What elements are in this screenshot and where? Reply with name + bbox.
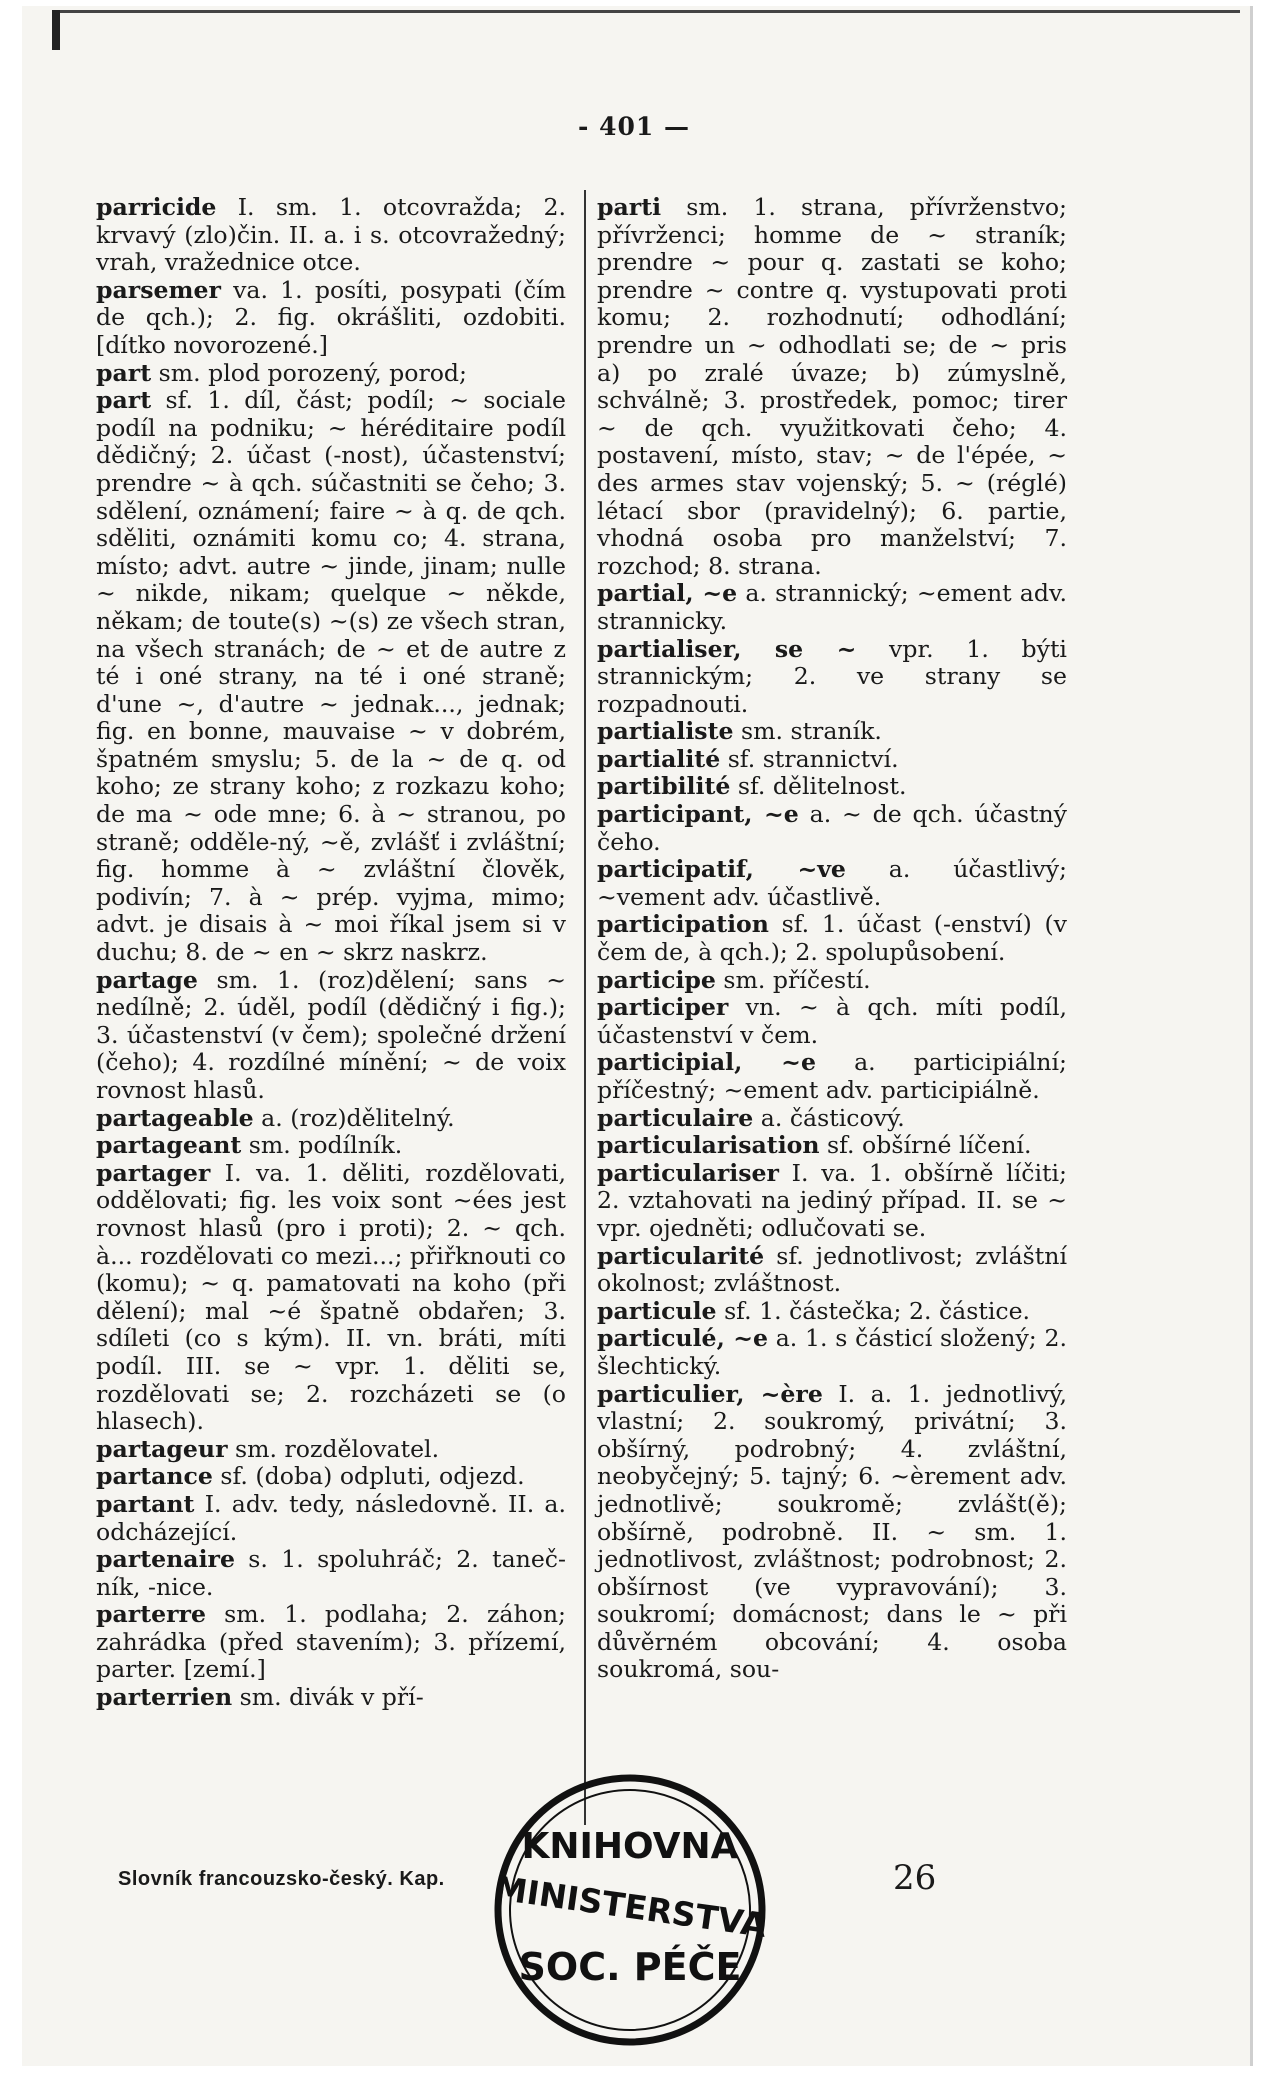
- dictionary-entry: [597, 718, 1067, 746]
- entry-definition: s. 1. spoluhráč; 2. taneč-ník, -nice.: [96, 1545, 566, 1601]
- entry-definition: sf. 1. částečka; 2. částice.: [716, 1296, 1031, 1325]
- dictionary-entry: [597, 580, 1067, 635]
- entry-definition: sf. 1. účast (-enství) (v čem de, à qch.); 2. spolupůsobení.: [597, 910, 1067, 967]
- entry-headword: partialiser, se ~: [597, 634, 857, 663]
- dictionary-entry: [96, 967, 566, 1105]
- dictionary-entry: [96, 360, 566, 388]
- stamp-line-3: SOC. PÉČE: [518, 1945, 742, 1989]
- entry-headword: partage: [96, 965, 198, 994]
- entry-headword: particulé, ~e: [597, 1324, 769, 1353]
- dictionary-entry: [96, 277, 566, 360]
- entry-headword: particularisation: [597, 1131, 820, 1160]
- entry-definition: sm. rozdělovatel.: [227, 1434, 440, 1463]
- entry-definition: sm. plod porozený, porod;: [151, 358, 467, 387]
- dictionary-entry: [96, 1463, 566, 1491]
- entry-headword: participant, ~e: [597, 800, 799, 829]
- entry-definition: I. a. 1. jednotlivý, vlastní; 2. soukromý, privátní; 3. obšírný, podrobný; 4. zvláštní, neobyčejný; 5. tajný; 6. ~èrement adv. jednotlivě; soukromě; zvlášt(ě); obšírně, podrobně. II. ~ sm. 1. jednotlivost, zvláštnost; podrobnost; 2. obšírnost (ve vypravování); 3. soukromí; domácnost; dans le ~ při důvěrném obcování; 4. osoba soukromá, sou-: [597, 1379, 1067, 1684]
- entry-definition: sm. straník.: [733, 717, 882, 746]
- library-stamp: [490, 1770, 770, 2050]
- entry-headword: particule: [597, 1296, 717, 1325]
- entry-definition: a. účastlivý; ~vement adv. účastlivě.: [597, 855, 1067, 911]
- dictionary-entry: [597, 1381, 1067, 1685]
- dictionary-entry: [597, 911, 1067, 966]
- entry-definition: va. 1. posíti, posypati (čím de qch.); 2. fig. okrášliti, ozdobiti. [dítko novorozené.]: [96, 275, 566, 359]
- dictionary-entry: [96, 1684, 566, 1712]
- entry-headword: particulariser: [597, 1158, 779, 1187]
- entry-headword: partager: [96, 1158, 211, 1187]
- dictionary-entry: [597, 801, 1067, 856]
- entry-definition: sf. (doba) odpluti, odjezd.: [212, 1462, 525, 1491]
- dictionary-entry: [96, 1160, 566, 1436]
- entry-headword: part: [96, 358, 152, 387]
- entry-definition: a. ~ de qch. účastný čeho.: [597, 800, 1067, 856]
- entry-headword: partance: [96, 1462, 213, 1491]
- entry-headword: participer: [597, 993, 729, 1022]
- dictionary-entry: [96, 1105, 566, 1133]
- stamp-line-1: KNIHOVNA: [521, 1826, 739, 1867]
- dictionary-entry: [597, 967, 1067, 995]
- entry-definition: sf. strannictví.: [720, 744, 899, 773]
- entry-headword: parterrien: [96, 1683, 233, 1712]
- entry-definition: I. adv. tedy, následovně. II. a. odcházející.: [96, 1489, 566, 1546]
- dictionary-entry: [597, 1160, 1067, 1243]
- entry-headword: partialité: [597, 744, 721, 773]
- entry-headword: participial, ~e: [597, 1048, 816, 1077]
- dictionary-entry: [597, 194, 1067, 580]
- right-column: [597, 194, 1067, 1684]
- page-number-header: - 401 —: [578, 112, 690, 141]
- entry-headword: partageable: [96, 1103, 254, 1132]
- entry-headword: partageant: [96, 1131, 242, 1160]
- entry-definition: a. participiální; příčestný; ~ement adv. participiálně.: [597, 1048, 1067, 1104]
- dictionary-entry: [597, 1298, 1067, 1326]
- entry-definition: a. částicový.: [753, 1103, 905, 1132]
- entry-headword: participe: [597, 965, 716, 994]
- stamp-line-2: MINISTERSTVA: [491, 1868, 770, 1945]
- dictionary-entry: [96, 1546, 566, 1601]
- entry-definition: sf. jednotlivost; zvláštní okolnost; zvláštnost.: [597, 1241, 1067, 1298]
- entry-definition: sm. podílník.: [241, 1131, 403, 1160]
- dictionary-entry: [96, 1601, 566, 1684]
- dictionary-entry: [597, 1243, 1067, 1298]
- entry-definition: sf. 1. díl, část; podíl; ~ sociale podíl na podniku; ~ héréditaire podíl dědičný; 2. účast (-nost), účastenství; prendre ~ à qch. súčastniti se čeho; 3. sdělení, oznámení; faire ~ à q. de qch. sděliti, oznámiti komu co; 4. strana, místo; advt. autre ~ jinde, jinam; nulle ~ nikde, nikam; quelque ~ někde, někam; de toute(s) ~(s) ze všech stran, na všech stranách; de ~ et de autre z té i oné strany, na té i oné straně; d'une ~, d'autre ~ jednak..., jednak; fig. en bonne, mauvaise ~ v dobrém, špatném smyslu; 5. de la ~ de q. od koho; ze strany koho; z rozkazu koho; de ma ~ ode mne; 6. à ~ stranou, po straně; odděle-ný, ~ě, zvlášť i zvláštní; fig. homme à ~ zvláštní člověk, podivín; 7. à ~ prép. vyjma, mimo; advt. je disais à ~ moi říkal jsem si v duchu; 8. de ~ en ~ skrz naskrz.: [96, 386, 566, 967]
- entry-headword: particulier, ~ère: [597, 1379, 823, 1408]
- entry-definition: sm. 1. strana, přívrženstvo; přívrženci; homme de ~ straník; prendre ~ pour q. zastati se koho; prendre ~ contre q. vystupovati proti komu; 2. rozhodnutí; odhodlání; prendre un ~ odhodlati se; de ~ pris a) po zralé úvaze; b) zúmyslně, schválně; 3. prostředek, pomoc; tirer ~ de qch. využitkovati čeho; 4. postavení, místo, stav; ~ de l'épée, ~ des armes stav vojenský; 5. ~ (réglé) létací sbor (pravidelný); 6. partie, vhodná osoba pro manželství; 7. rozchod; 8. strana.: [597, 193, 1067, 580]
- entry-definition: a. strannický; ~ement adv. strannicky.: [597, 579, 1067, 635]
- dictionary-entry: [96, 1436, 566, 1464]
- dictionary-entry: [597, 1049, 1067, 1104]
- dictionary-entry: [597, 856, 1067, 911]
- entry-definition: sm. příčestí.: [715, 965, 871, 994]
- dictionary-entry: [96, 387, 566, 966]
- entry-definition: sf. obšírné líčení.: [819, 1131, 1032, 1160]
- dictionary-entry: [597, 746, 1067, 774]
- entry-definition: sm. divák v pří-: [232, 1683, 424, 1712]
- dictionary-entry: [96, 1491, 566, 1546]
- footer-book-title: Slovník francouzsko-český. Kap.: [118, 1868, 445, 1890]
- dictionary-entry: [597, 1132, 1067, 1160]
- entry-definition: sm. 1. (roz)dělení; sans ~ nedílně; 2. úděl, podíl (dědičný i fig.); 3. účastenství (v čem); společné držení (čeho); 4. rozdílné mínění; ~ de voix rovnost hlasů.: [96, 965, 566, 1104]
- entry-headword: parti: [597, 193, 662, 221]
- entry-headword: partialiste: [597, 717, 734, 746]
- dictionary-entry: [96, 194, 566, 277]
- dictionary-entry: [597, 1325, 1067, 1380]
- dictionary-entry: [597, 994, 1067, 1049]
- entry-definition: vn. ~ à qch. míti podíl, účastenství v čem.: [597, 993, 1067, 1049]
- column-divider: [584, 190, 586, 1825]
- entry-definition: a. 1. s částicí složený; 2. šlechtický.: [597, 1324, 1067, 1380]
- entry-definition: sm. 1. podlaha; 2. záhon; zahrádka (před stavením); 3. přízemí, parter. [zemí.]: [96, 1600, 566, 1684]
- entry-headword: participation: [597, 910, 769, 939]
- entry-definition: sf. dělitelnost.: [730, 772, 907, 801]
- entry-headword: particulaire: [597, 1103, 754, 1132]
- left-column: [96, 194, 566, 1712]
- entry-headword: particularité: [597, 1241, 765, 1270]
- dictionary-entry: [597, 773, 1067, 801]
- entry-headword: parsemer: [96, 275, 221, 304]
- dictionary-entry: [597, 1105, 1067, 1133]
- entry-headword: part: [96, 386, 152, 415]
- entry-headword: partenaire: [96, 1545, 235, 1574]
- entry-headword: participatif, ~ve: [597, 855, 846, 884]
- entry-headword: parricide: [96, 193, 217, 221]
- entry-definition: vpr. 1. býti strannickým; 2. ve strany se rozpadnouti.: [597, 634, 1067, 718]
- scan-top-edge: [60, 10, 1240, 13]
- entry-headword: parterre: [96, 1600, 206, 1629]
- entry-definition: I. va. 1. obšírně líčiti; 2. vztahovati na jediný případ. II. se ~ vpr. ojedněti; odlučovati se.: [597, 1158, 1067, 1242]
- dictionary-entry: [597, 636, 1067, 719]
- entry-definition: I. va. 1. děliti, rozdělovati, oddělovati; fig. les voix sont ~ées jest rovnost hlasů (pro i proti); 2. ~ qch. à... rozdělovati co mezi...; přiřknouti co (komu); ~ q. pamatovati na koho (při dělení); mal ~é špatně obdařen; 3. sdíleti (co s kým). II. vn. bráti, míti podíl. III. se ~ vpr. 1. děliti se, rozdělovati se; 2. rozcházeti se (o hlasech).: [96, 1158, 566, 1436]
- entry-definition: a. (roz)dělitelný.: [253, 1103, 455, 1132]
- entry-headword: partant: [96, 1489, 195, 1518]
- entry-headword: partibilité: [597, 772, 731, 801]
- scan-edge-mark: [52, 10, 60, 50]
- entry-headword: partageur: [96, 1434, 228, 1463]
- signature-mark: 26: [893, 1858, 937, 1898]
- entry-definition: I. sm. 1. otcovražda; 2. krvavý (zlo)čin. II. a. i s. otcovražedný; vrah, vražednice otce.: [96, 193, 566, 277]
- dictionary-entry: [96, 1132, 566, 1160]
- entry-headword: partial, ~e: [597, 579, 738, 608]
